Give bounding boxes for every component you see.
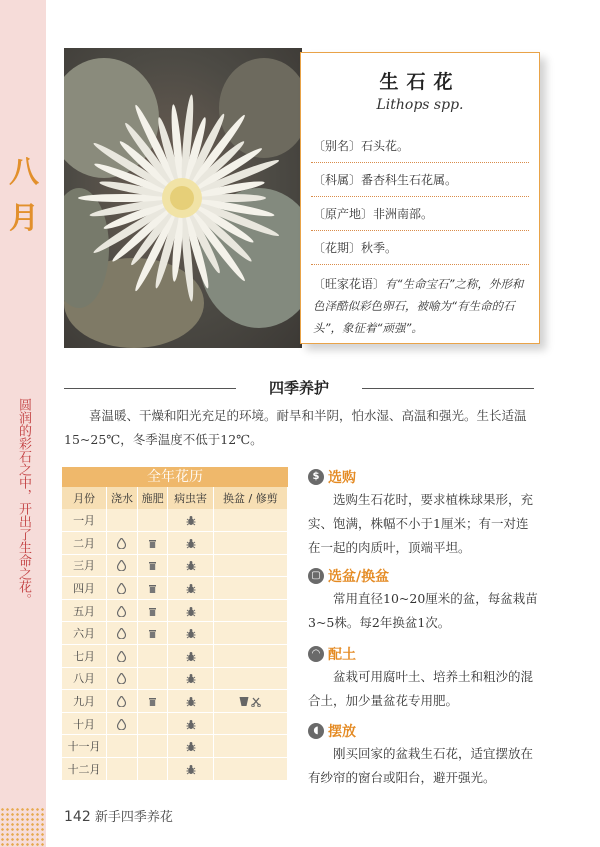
water-drop-icon [117, 695, 126, 708]
water-cell [107, 712, 138, 735]
intro-paragraph: 喜温暖、干燥和阳光充足的环境。耐旱和半阴，怕水湿、高温和强光。生长适温15~25℃，冬季温度不低于12℃。 [64, 408, 527, 447]
water-cell [107, 667, 138, 690]
fert-cell [137, 667, 168, 690]
info-row: 〔别名〕石头花。 [311, 129, 529, 163]
col-repot: 换盆 / 修剪 [213, 487, 287, 509]
fertilizer-icon [148, 582, 157, 595]
pest-cell [168, 667, 213, 690]
sidebar-tagline: 圆润的彩石之中，开出了生命之花。 [16, 398, 31, 606]
info-card [300, 52, 540, 344]
water-drop-icon [117, 604, 126, 617]
table-row [62, 599, 288, 622]
col-fertilize: 施肥 [137, 487, 168, 509]
pest-cell [168, 712, 213, 735]
month-cell: 十一月 [62, 735, 107, 758]
page-number: 142 [64, 809, 91, 825]
fert-cell [137, 712, 168, 735]
bug-icon [186, 536, 196, 549]
month-cell: 四月 [62, 577, 107, 600]
latin-name: Lithops spp. [376, 97, 464, 113]
table-row [62, 712, 288, 735]
water-cell [107, 758, 138, 781]
pest-cell [168, 509, 213, 532]
table-row [62, 758, 288, 781]
care-buy: $ 选购 选购生石花时，要求植株球果形，充实、饱满，株幅不小于1厘米；有一对连在一起的肉质叶，顶端平坦。 [308, 470, 534, 555]
month-cell: 八月 [62, 667, 107, 690]
fertilizer-icon [148, 627, 157, 640]
water-cell [107, 554, 138, 577]
water-drop-icon [117, 649, 126, 662]
calendar-table [62, 487, 288, 781]
month-cell: 九月 [62, 690, 107, 713]
water-drop-icon [117, 582, 126, 595]
calendar-title: 全年花历 [62, 467, 288, 487]
water-cell [107, 622, 138, 645]
water-cell [107, 599, 138, 622]
repot-cell [213, 645, 287, 668]
repot-scissors-icon [239, 695, 261, 708]
fert-cell [137, 577, 168, 600]
bug-icon [186, 762, 196, 775]
water-drop-icon [117, 627, 126, 640]
water-drop-icon [117, 536, 126, 549]
bug-icon [186, 672, 196, 685]
water-cell [107, 735, 138, 758]
pot-icon: ▢ [308, 568, 324, 584]
table-row [62, 645, 288, 668]
fert-cell [137, 554, 168, 577]
bug-icon [186, 695, 196, 708]
table-row [62, 735, 288, 758]
table-row [62, 690, 288, 713]
plant-name: 生石花 [379, 71, 461, 93]
fert-cell [137, 622, 168, 645]
fert-cell [137, 532, 168, 555]
title-rule-right [362, 388, 534, 389]
care-soil: ◠ 配土 盆栽可用腐叶土、培养土和粗沙的混合土，加少量盆花专用肥。 [308, 647, 534, 708]
table-row [62, 554, 288, 577]
bug-icon [186, 514, 196, 527]
month-cell: 十二月 [62, 758, 107, 781]
repot-cell [213, 599, 287, 622]
month-char-2: 月 [9, 201, 39, 236]
col-month: 月份 [62, 487, 107, 509]
month-cell: 七月 [62, 645, 107, 668]
flower-calendar [62, 467, 288, 781]
fertilizer-icon [148, 559, 157, 572]
bug-icon [186, 559, 196, 572]
repot-cell [213, 509, 287, 532]
repot-cell [213, 577, 287, 600]
month-cell: 五月 [62, 599, 107, 622]
water-cell [107, 577, 138, 600]
water-cell [107, 532, 138, 555]
month-cell: 十月 [62, 712, 107, 735]
month-cell: 三月 [62, 554, 107, 577]
water-drop-icon [117, 672, 126, 685]
month-heading [8, 150, 40, 242]
section-title-text: 四季养护 [268, 379, 329, 397]
pest-cell [168, 554, 213, 577]
pest-cell [168, 532, 213, 555]
repot-cell [213, 735, 287, 758]
book-title: 新手四季养花 [94, 810, 173, 825]
col-water: 浇水 [107, 487, 138, 509]
fert-cell [137, 645, 168, 668]
fertilizer-icon [148, 536, 157, 549]
repot-cell [213, 622, 287, 645]
page-footer [64, 806, 173, 825]
care-pot: ▢ 选盆/换盆 常用直径10~20厘米的盆，每盆栽苗3~5株。每2年换盆1次。 [308, 569, 538, 630]
pest-cell [168, 577, 213, 600]
water-cell [107, 509, 138, 532]
info-row: 〔花期〕秋季。 [311, 231, 529, 265]
table-row [62, 532, 288, 555]
month-cell: 二月 [62, 532, 107, 555]
pest-cell [168, 758, 213, 781]
col-pest: 病虫害 [168, 487, 213, 509]
bug-icon [186, 604, 196, 617]
info-rows [311, 129, 529, 346]
place-icon: ◖ [308, 723, 324, 739]
money-icon: $ [308, 469, 324, 485]
soil-icon: ◠ [308, 646, 324, 662]
fert-cell [137, 599, 168, 622]
bug-icon [186, 627, 196, 640]
pest-cell [168, 622, 213, 645]
bug-icon [186, 740, 196, 753]
bug-icon [186, 649, 196, 662]
table-row [62, 622, 288, 645]
table-row [62, 509, 288, 532]
flower-language: 〔旺家花语〕有“生命宝石”之称，外形和色泽酷似彩色卵石，被喻为“有生命的石头”，象征着“顽强”。 [313, 277, 524, 335]
repot-cell [213, 532, 287, 555]
pest-cell [168, 599, 213, 622]
bug-icon [186, 717, 196, 730]
repot-cell [213, 758, 287, 781]
fert-cell [137, 690, 168, 713]
water-drop-icon [117, 717, 126, 730]
repot-cell [213, 712, 287, 735]
fert-cell [137, 509, 168, 532]
fertilizer-icon [148, 695, 157, 708]
section-title [64, 377, 534, 397]
month-cell: 六月 [62, 622, 107, 645]
plant-photo [64, 48, 302, 348]
fert-cell [137, 758, 168, 781]
fertilizer-icon [148, 604, 157, 617]
bug-icon [186, 582, 196, 595]
sidebar-dots [0, 807, 46, 847]
table-row [62, 577, 288, 600]
water-drop-icon [117, 559, 126, 572]
repot-cell [213, 690, 287, 713]
table-row [62, 667, 288, 690]
pest-cell [168, 645, 213, 668]
month-cell: 一月 [62, 509, 107, 532]
fert-cell [137, 735, 168, 758]
pest-cell [168, 690, 213, 713]
water-cell [107, 690, 138, 713]
repot-cell [213, 667, 287, 690]
water-cell [107, 645, 138, 668]
pest-cell [168, 735, 213, 758]
month-char-1: 八 [9, 155, 39, 190]
care-place: ◖ 摆放 刚买回家的盆栽生石花，适宜摆放在有纱帘的窗台或阳台，避开强光。 [308, 724, 534, 785]
info-row: 〔原产地〕非洲南部。 [311, 197, 529, 231]
info-row: 〔科属〕番杏科生石花属。 [311, 163, 529, 197]
repot-cell [213, 554, 287, 577]
